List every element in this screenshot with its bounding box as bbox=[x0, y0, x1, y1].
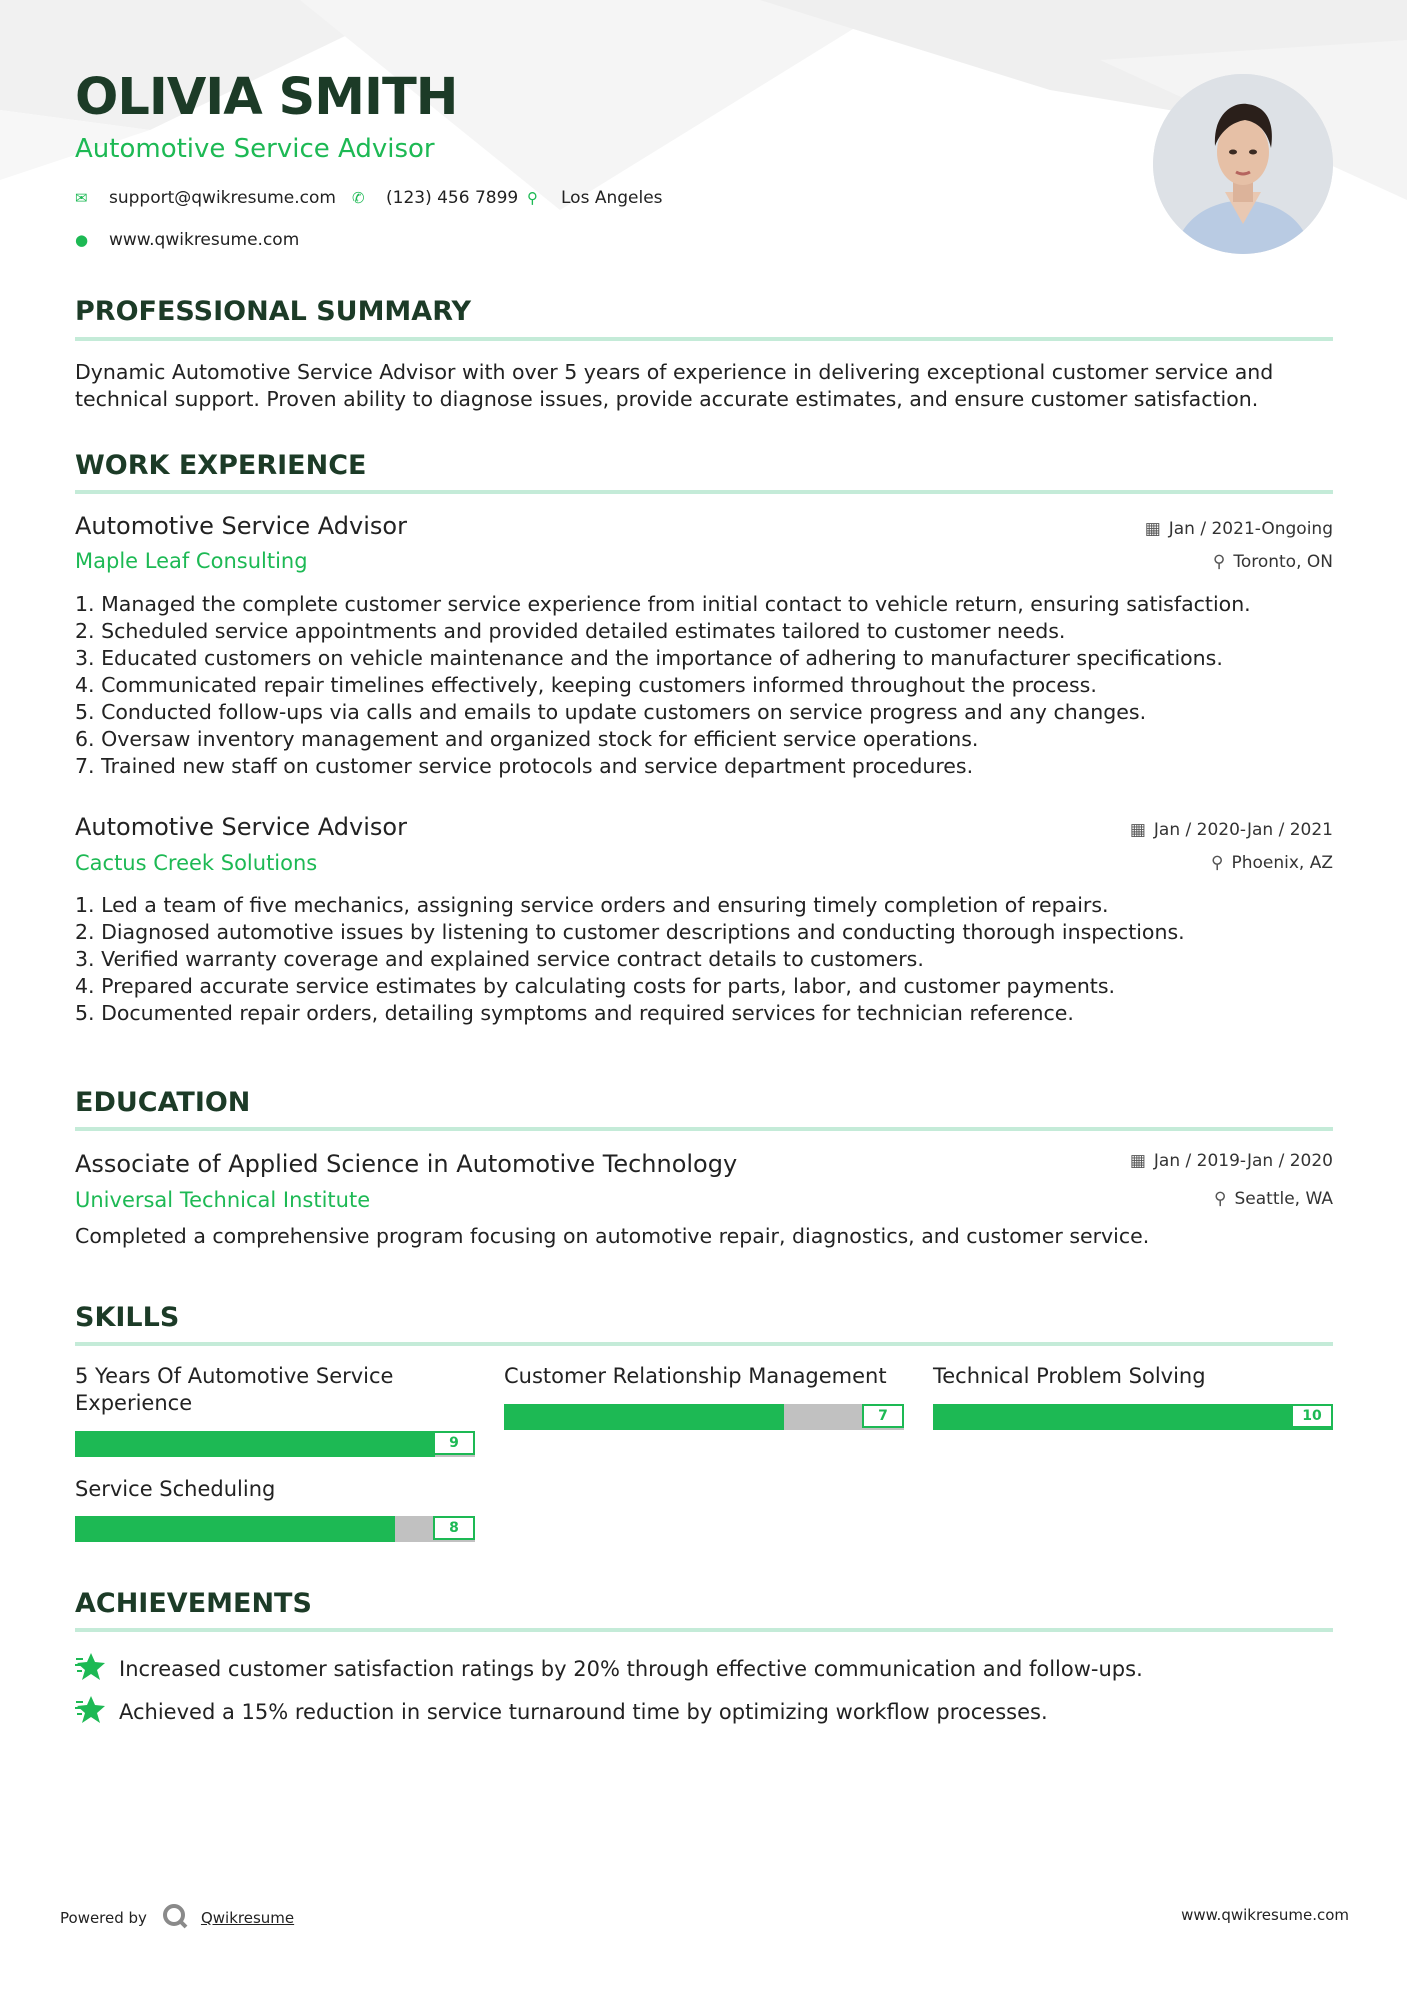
education-heading: EDUCATION bbox=[75, 1087, 251, 1118]
skill-label: Service Scheduling bbox=[75, 1477, 276, 1501]
summary-heading: PROFESSIONAL SUMMARY bbox=[75, 296, 472, 327]
job-1-date bbox=[1145, 519, 1333, 539]
achievement-item bbox=[75, 1694, 1048, 1729]
list-item: 5. Documented repair orders, detailing symptoms and required services for technician reference. bbox=[75, 1001, 1074, 1025]
list-item: 1. Managed the complete customer service experience from initial contact to vehicle return, ensuring satisfaction. bbox=[75, 592, 1251, 616]
job-2-location-text: Phoenix, AZ bbox=[1231, 853, 1333, 873]
list-item: 7. Trained new staff on customer service protocols and service department procedures. bbox=[75, 754, 974, 778]
star-badge-icon bbox=[75, 1694, 119, 1729]
job-1-title: Automotive Service Advisor bbox=[75, 512, 407, 540]
education-school: Universal Technical Institute bbox=[75, 1188, 371, 1212]
avatar bbox=[1153, 74, 1333, 254]
skill-score: 10 bbox=[1291, 1404, 1333, 1428]
skill-bar-fill bbox=[75, 1431, 435, 1457]
summary-text: Dynamic Automotive Service Advisor with over 5 years of experience in delivering exceptional customer service and technical support. Proven ability to diagnose issues, provide accurate estimates, and ensure customer satisfaction. bbox=[75, 360, 1274, 411]
footer-website[interactable]: www.qwikresume.com bbox=[1181, 1906, 1349, 1924]
star-badge-icon bbox=[75, 1651, 119, 1686]
list-item: 6. Oversaw inventory management and organized stock for efficient service operations. bbox=[75, 727, 979, 751]
skill-bar bbox=[504, 1404, 904, 1430]
education-date-text: Jan / 2019-Jan / 2020 bbox=[1153, 1151, 1333, 1171]
calendar-icon: ▦ bbox=[1144, 519, 1161, 539]
skill-bar bbox=[75, 1431, 475, 1457]
job-1-date-text: Jan / 2021-Ongoing bbox=[1168, 519, 1333, 539]
skill-item bbox=[75, 1363, 475, 1457]
job-1-location-text: Toronto, ON bbox=[1233, 552, 1333, 572]
education-location-text: Seattle, WA bbox=[1234, 1189, 1333, 1209]
list-item: 5. Conducted follow-ups via calls and emails to update customers on service progress and any changes. bbox=[75, 700, 1147, 724]
pushpin-icon: ⚲ bbox=[1212, 552, 1226, 572]
contact-phone bbox=[352, 188, 518, 208]
skill-label: Customer Relationship Management bbox=[504, 1364, 887, 1388]
achievement-text: Achieved a 15% reduction in service turnaround time by optimizing workflow processes. bbox=[119, 1699, 1048, 1724]
achievement-text: Increased customer satisfaction ratings by 20% through effective communication and follow-ups. bbox=[119, 1656, 1143, 1681]
skill-score: 8 bbox=[433, 1516, 475, 1540]
list-item: 3. Verified warranty coverage and explained service contract details to customers. bbox=[75, 947, 924, 971]
calendar-icon: ▦ bbox=[1129, 820, 1146, 840]
list-item: 2. Diagnosed automotive issues by listening to customer descriptions and conducting thorough inspections. bbox=[75, 920, 1185, 944]
footer-powered-by bbox=[60, 1902, 294, 1934]
skill-label: Technical Problem Solving bbox=[933, 1364, 1206, 1388]
achievements-heading: ACHIEVEMENTS bbox=[75, 1588, 312, 1619]
skill-bar-fill bbox=[933, 1404, 1333, 1430]
powered-by-label: Powered by bbox=[60, 1909, 147, 1927]
skills-divider bbox=[75, 1342, 1333, 1346]
globe-icon: ● bbox=[75, 231, 89, 249]
map-pin-icon: ⚲ bbox=[527, 189, 538, 207]
skill-item bbox=[933, 1363, 1333, 1430]
phone-text: (123) 456 7899 bbox=[386, 188, 519, 208]
job-2-date bbox=[1130, 820, 1333, 840]
contact-location bbox=[527, 188, 663, 208]
achievements-divider bbox=[75, 1628, 1333, 1632]
skill-label: 5 Years Of Automotive Service Experience bbox=[75, 1364, 394, 1415]
list-item: 4. Prepared accurate service estimates by calculating costs for parts, labor, and customer payments. bbox=[75, 974, 1116, 998]
education-date bbox=[1130, 1151, 1333, 1171]
work-divider bbox=[75, 490, 1333, 494]
skills-heading: SKILLS bbox=[75, 1302, 180, 1333]
summary-divider bbox=[75, 337, 1333, 341]
list-item: 3. Educated customers on vehicle maintenance and the importance of adhering to manufacturer specifications. bbox=[75, 646, 1223, 670]
job-1-location bbox=[1213, 552, 1333, 572]
envelope-icon: ✉ bbox=[75, 189, 88, 207]
candidate-role: Automotive Service Advisor bbox=[75, 134, 435, 164]
list-item: 1. Led a team of five mechanics, assigning service orders and ensuring timely completion of repairs. bbox=[75, 893, 1109, 917]
skill-bar bbox=[933, 1404, 1333, 1430]
pushpin-icon: ⚲ bbox=[1214, 1189, 1227, 1209]
achievement-item bbox=[75, 1651, 1143, 1686]
skill-item bbox=[504, 1363, 904, 1430]
education-description: Completed a comprehensive program focusing on automotive repair, diagnostics, and customer service. bbox=[75, 1224, 1150, 1248]
job-2-bullets bbox=[75, 892, 1335, 1027]
job-2-company: Cactus Creek Solutions bbox=[75, 851, 318, 875]
skill-score: 7 bbox=[862, 1404, 904, 1428]
education-divider bbox=[75, 1127, 1333, 1131]
calendar-icon: ▦ bbox=[1129, 1151, 1146, 1171]
education-location bbox=[1214, 1189, 1333, 1209]
contact-website bbox=[75, 230, 299, 250]
qwikresume-logo-icon bbox=[161, 1902, 189, 1934]
job-1-bullets bbox=[75, 591, 1335, 780]
brand-link[interactable]: Qwikresume bbox=[200, 1909, 295, 1927]
website-text[interactable]: www.qwikresume.com bbox=[109, 230, 300, 250]
pushpin-icon: ⚲ bbox=[1211, 853, 1224, 873]
job-2-location bbox=[1211, 853, 1333, 873]
candidate-name: OLIVIA SMITH bbox=[75, 68, 458, 127]
list-item: 4. Communicated repair timelines effectively, keeping customers informed throughout the process. bbox=[75, 673, 1097, 697]
education-degree: Associate of Applied Science in Automotive Technology bbox=[75, 1150, 738, 1178]
skill-bar-fill bbox=[504, 1404, 784, 1430]
location-text: Los Angeles bbox=[561, 188, 663, 208]
list-item: 2. Scheduled service appointments and provided detailed estimates tailored to customer needs. bbox=[75, 619, 1066, 643]
skill-score: 9 bbox=[433, 1431, 475, 1455]
skill-bar-fill bbox=[75, 1516, 395, 1542]
job-2-date-text: Jan / 2020-Jan / 2021 bbox=[1153, 820, 1333, 840]
work-heading: WORK EXPERIENCE bbox=[75, 450, 367, 481]
avatar-portrait bbox=[1153, 74, 1333, 254]
email-text[interactable]: support@qwikresume.com bbox=[109, 188, 336, 208]
skill-item bbox=[75, 1476, 475, 1542]
job-1-company: Maple Leaf Consulting bbox=[75, 549, 308, 573]
job-2-title: Automotive Service Advisor bbox=[75, 813, 407, 841]
phone-icon: ✆ bbox=[352, 189, 365, 207]
skill-bar bbox=[75, 1516, 475, 1542]
contact-email bbox=[75, 188, 336, 208]
